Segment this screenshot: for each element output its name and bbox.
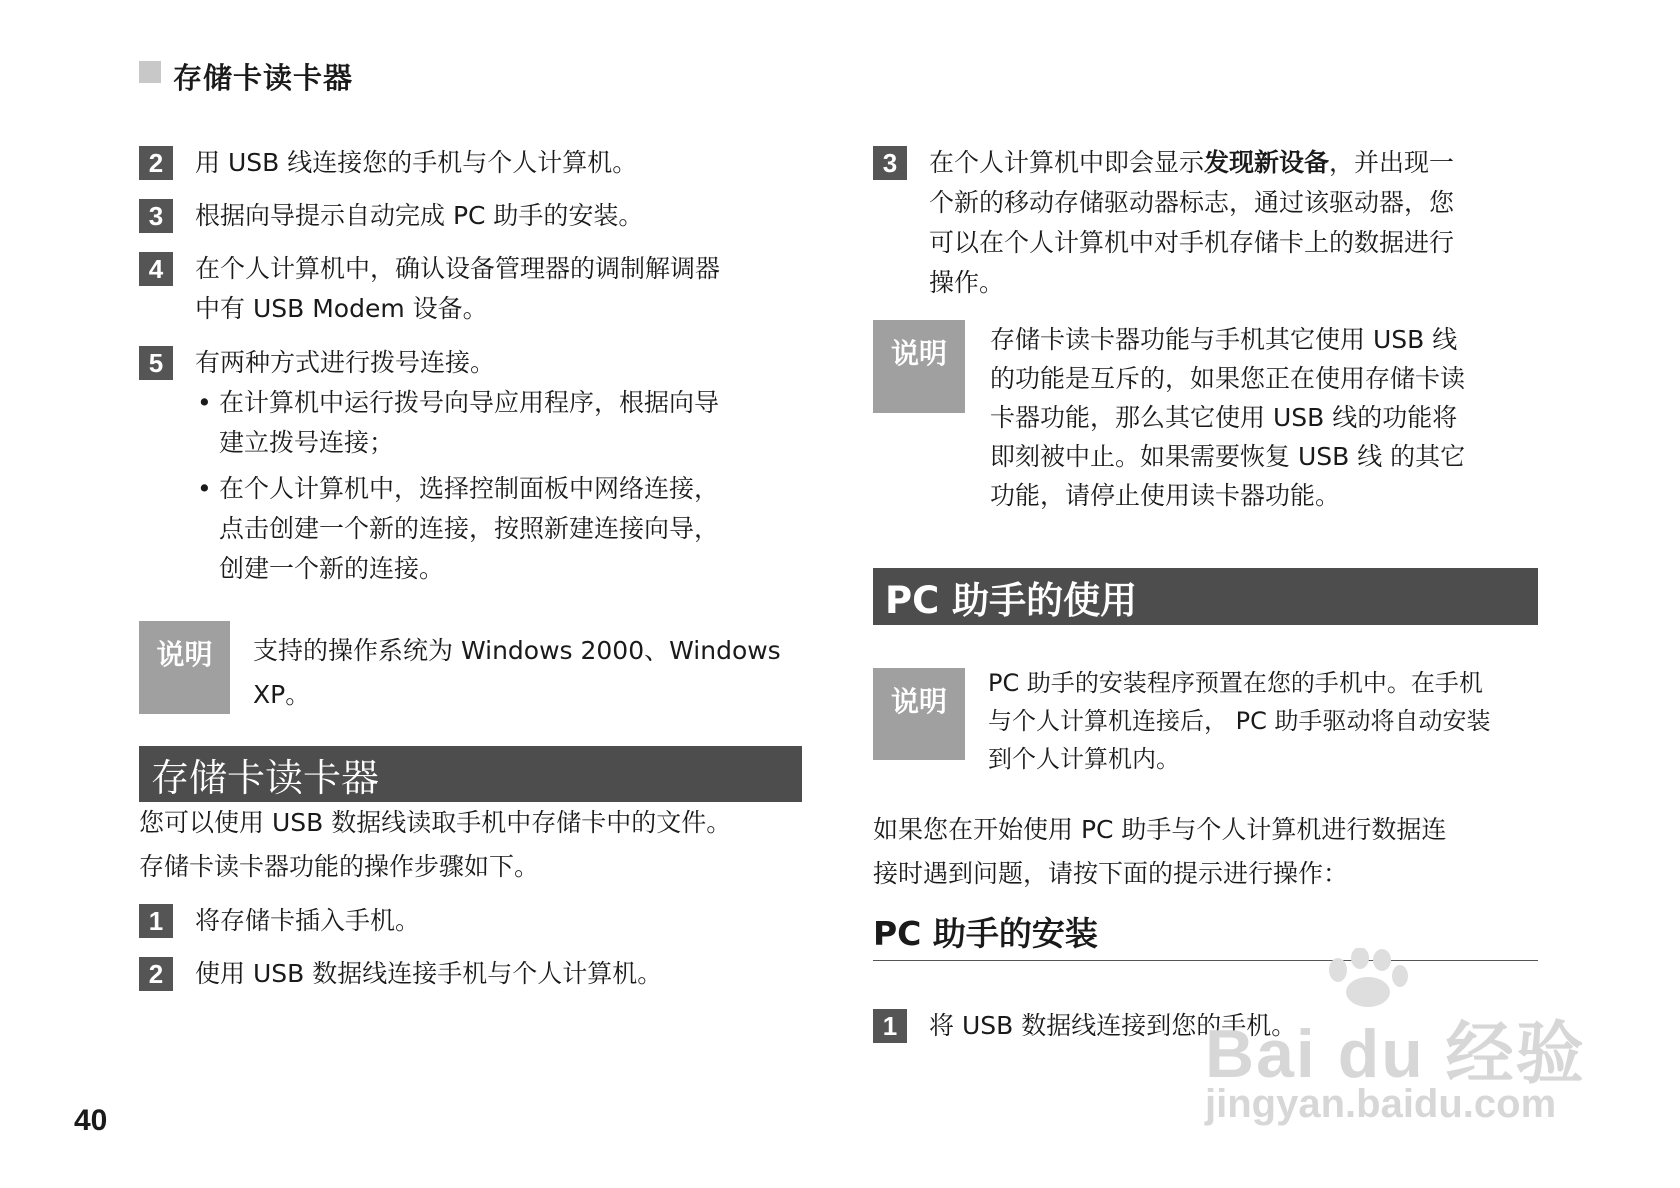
step-number: 3 (873, 146, 907, 180)
watermark-url: jingyan.baidu.com (1205, 1082, 1557, 1126)
note-text: 支持的操作系统为 Windows 2000、Windows XP。 (253, 636, 781, 709)
paragraph: 如果您在开始使用 PC 助手与个人计算机进行数据连 接时遇到问题，请按下面的提示进行操作： (873, 815, 1447, 888)
watermark-brand: Bai du 经验 (1205, 1016, 1586, 1092)
step-text: 用 USB 线连接您的手机与个人计算机。 (195, 148, 638, 177)
page-header-title: 存储卡读卡器 (173, 61, 354, 95)
step-text: 在个人计算机中，确认设备管理器的调制解调器 中有 USB Modem 设备。 (195, 254, 721, 323)
step-text: 根据向导提示自动完成 PC 助手的安装。 (195, 201, 644, 230)
step-number: 2 (139, 957, 173, 991)
section-intro: 您可以使用 USB 数据线读取手机中存储卡中的文件。 存储卡读卡器功能的操作步骤如下。 (139, 808, 732, 881)
note-label: 说明 (873, 320, 965, 413)
step-number: 4 (139, 252, 173, 286)
step-item (139, 199, 643, 236)
header-marker (139, 61, 161, 83)
step-number: 1 (873, 1009, 907, 1043)
step-item (139, 346, 495, 383)
note-text: 存储卡读卡器功能与手机其它使用 USB 线 的功能是互斥的，如果您正在使用存储卡读 卡器功能，那么其它使用 USB 线的功能将 即刻被中止。如果需要恢复 USB 线 的其它 功能，请停止使用读卡器功能。 (990, 325, 1466, 510)
note-text: PC 助手的安装程序预置在您的手机中。在手机 与个人计算机连接后， PC 助手驱动将自动安装 到个人计算机内。 (988, 669, 1491, 773)
step-number: 5 (139, 346, 173, 380)
bullet-item: • 在计算机中运行拨号向导应用程序，根据向导 建立拨号连接； (197, 388, 720, 457)
step-text: 使用 USB 数据线连接手机与个人计算机。 (195, 959, 663, 988)
step-item (139, 957, 662, 994)
subsection-title: PC 助手的安装 (873, 914, 1098, 953)
step-item (139, 252, 720, 329)
divider (873, 960, 1538, 961)
note-label: 说明 (873, 668, 965, 760)
section-title: 存储卡读卡器 (139, 746, 802, 802)
section-title: PC 助手的使用 (873, 568, 1538, 625)
step-text: 有两种方式进行拨号连接。 (195, 348, 496, 377)
step-number: 3 (139, 199, 173, 233)
step-text: 在个人计算机中即会显示发现新设备，并出现一 个新的移动存储驱动器标志，通过该驱动器，您 可以在个人计算机中对手机存储卡上的数据进行 操作。 (929, 148, 1455, 297)
paw-icon (1318, 948, 1418, 1008)
step-number: 2 (139, 146, 173, 180)
step-number: 1 (139, 904, 173, 938)
page-number: 40 (74, 1104, 108, 1137)
step-item (139, 904, 420, 941)
step-item (139, 146, 637, 183)
step-text: 将存储卡插入手机。 (195, 906, 421, 935)
bullet-item: • 在个人计算机中，选择控制面板中网络连接， 点击创建一个新的连接，按照新建连接向导， 创建一个新的连接。 (197, 474, 720, 583)
note-label: 说明 (139, 621, 230, 714)
step-text: 将 USB 数据线连接到您的手机。 (929, 1011, 1297, 1040)
step-item (873, 146, 1454, 303)
emphasis-text: 发现新设备 (1204, 148, 1330, 177)
